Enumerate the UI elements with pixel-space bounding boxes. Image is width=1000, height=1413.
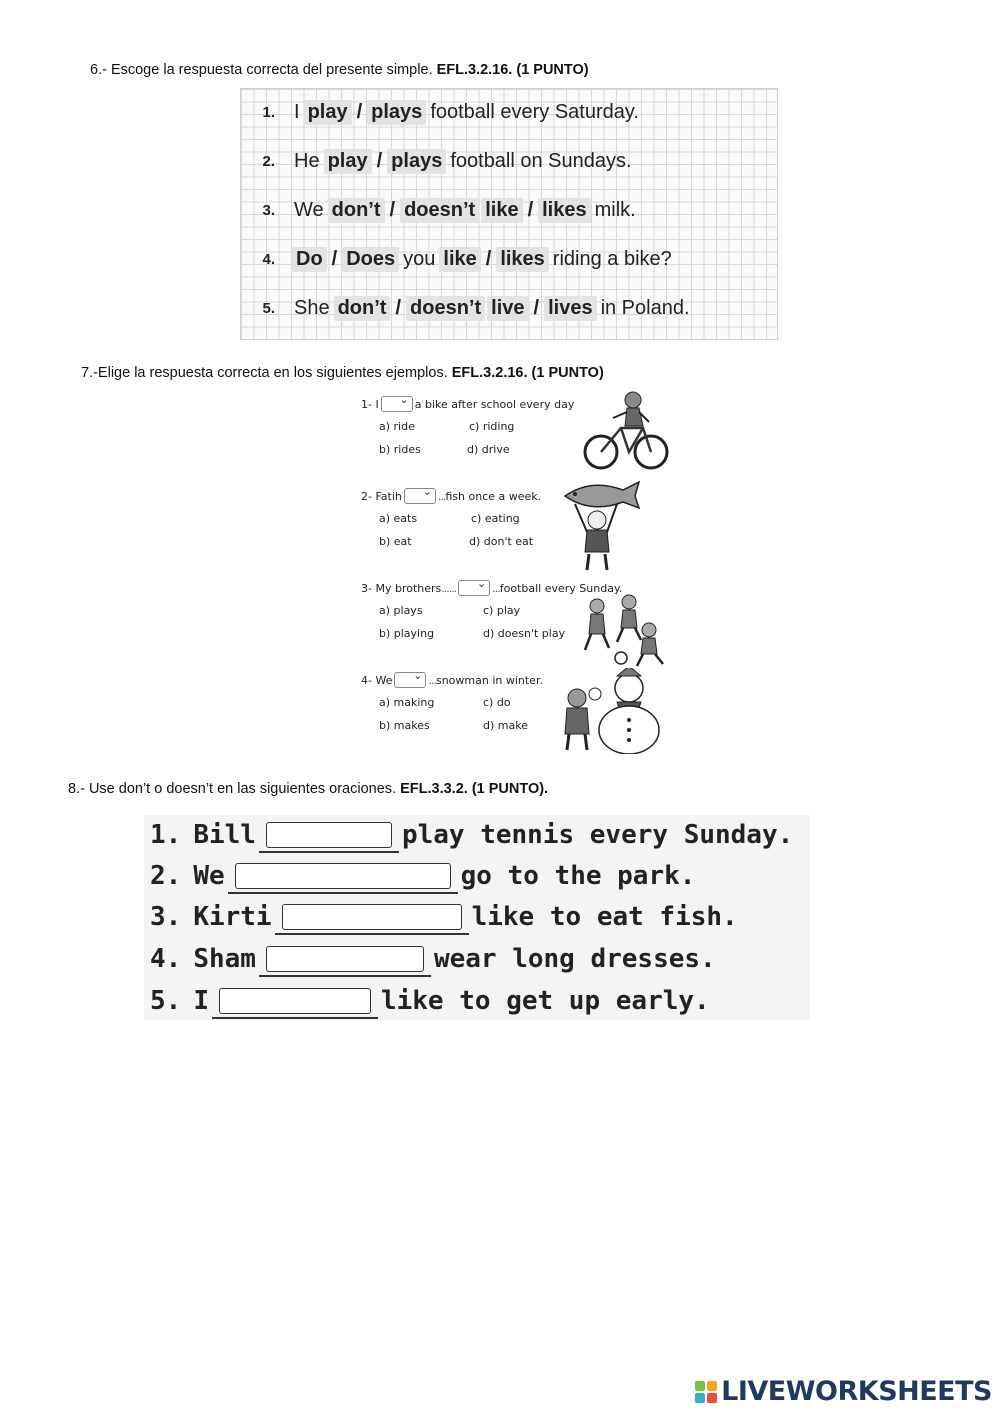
ex6-sentence-row bbox=[241, 193, 639, 227]
sentence-text: riding a bike? bbox=[552, 247, 672, 270]
ex7-exercise bbox=[355, 388, 670, 754]
boy-fish-illustration bbox=[561, 474, 641, 572]
answer-option[interactable]: plays bbox=[387, 149, 446, 174]
answer-choice-b: b) playing bbox=[379, 627, 435, 640]
answer-option[interactable]: like bbox=[439, 247, 480, 272]
ex6-heading: 6.- Escoge la respuesta correcta del presente simple. EFL.3.2.16. (1 PUNTO) bbox=[90, 62, 589, 78]
sentence-rest: go to the park. bbox=[460, 861, 696, 891]
liveworksheets-logo bbox=[695, 1376, 992, 1407]
answer-option[interactable]: play bbox=[324, 149, 372, 174]
answer-choice-b: b) makes bbox=[379, 719, 430, 732]
sentence-text: football on Sundays. bbox=[450, 149, 632, 172]
ex8-sentence-number: 4. bbox=[150, 944, 182, 974]
answer-choice-c: c) eating bbox=[471, 512, 520, 525]
answer-input[interactable] bbox=[235, 863, 451, 889]
ex6-sentence-row bbox=[241, 242, 675, 276]
answer-option[interactable]: don’t bbox=[334, 296, 391, 321]
ex8-sentence-row bbox=[150, 897, 738, 937]
sentence-rest: play tennis every Sunday. bbox=[401, 820, 794, 850]
ex6-exercise-grid bbox=[240, 88, 778, 340]
option-separator: / bbox=[485, 247, 492, 270]
answer-option[interactable]: plays bbox=[367, 100, 426, 125]
sentence-text: in Poland. bbox=[600, 296, 690, 319]
answer-dropdown[interactable] bbox=[381, 396, 413, 412]
ex6-sentence-row bbox=[241, 144, 635, 178]
sentence-text: We bbox=[294, 198, 324, 221]
option-separator: / bbox=[376, 149, 383, 172]
ex7-question-line bbox=[361, 672, 543, 688]
sentence-subject: We bbox=[193, 861, 225, 891]
ex8-sentence-number: 2. bbox=[150, 861, 182, 891]
ex7-question-line bbox=[361, 396, 574, 412]
answer-option[interactable]: play bbox=[304, 100, 352, 125]
option-separator: / bbox=[533, 296, 540, 319]
dotted-line: ... bbox=[437, 489, 446, 503]
dotted-line: ...... bbox=[441, 581, 457, 595]
ex8-sentence-number: 1. bbox=[150, 820, 182, 850]
option-separator: / bbox=[389, 198, 396, 221]
answer-input[interactable] bbox=[282, 904, 462, 930]
question-suffix: snowman in winter. bbox=[435, 673, 543, 687]
answer-choice-d: d) don't eat bbox=[469, 535, 534, 548]
ex6-sentence-number: 1. bbox=[262, 103, 275, 121]
ex8-sentence-row bbox=[150, 981, 710, 1021]
sentence-subject: Bill bbox=[193, 820, 256, 850]
ex6-sentence-number: 5. bbox=[262, 299, 275, 317]
sentence-subject: Kirti bbox=[193, 902, 272, 932]
ex7-heading: 7.-Elige la respuesta correcta en los siguientes ejemplos. EFL.3.2.16. (1 PUNTO) bbox=[81, 365, 604, 381]
option-separator: / bbox=[395, 296, 402, 319]
answer-input[interactable] bbox=[266, 946, 424, 972]
ex6-sentence-row bbox=[241, 291, 693, 325]
answer-choice-a: a) plays bbox=[379, 604, 423, 617]
answer-choice-c: c) do bbox=[483, 696, 511, 709]
answer-choice-b: b) rides bbox=[379, 443, 421, 456]
dotted-line: ... bbox=[492, 581, 500, 595]
dotted-line: ... bbox=[428, 673, 436, 687]
question-suffix: a bike after school every day bbox=[414, 397, 575, 411]
sentence-rest: like to get up early. bbox=[380, 986, 710, 1016]
sentence-text: you bbox=[403, 247, 436, 270]
answer-choice-a: a) making bbox=[379, 696, 435, 709]
question-prefix: 4- We bbox=[361, 673, 393, 687]
answer-dropdown[interactable] bbox=[404, 488, 436, 504]
answer-option[interactable]: Does bbox=[342, 247, 399, 272]
answer-option[interactable]: don’t bbox=[328, 198, 385, 223]
answer-option[interactable]: likes bbox=[496, 247, 548, 272]
answer-choice-a: a) ride bbox=[379, 420, 415, 433]
answer-choice-d: d) doesn't play bbox=[483, 627, 566, 640]
option-separator: / bbox=[527, 198, 534, 221]
answer-option[interactable]: likes bbox=[538, 198, 590, 223]
answer-choice-a: a) eats bbox=[379, 512, 418, 525]
answer-option[interactable]: Do bbox=[292, 247, 327, 272]
bike-rider-illustration bbox=[583, 388, 673, 472]
sentence-text: football every Saturday. bbox=[430, 100, 639, 123]
sentence-subject: Sham bbox=[193, 944, 256, 974]
answer-option[interactable]: doesn’t bbox=[400, 198, 479, 223]
sentence-text: I bbox=[294, 100, 300, 123]
ex8-sentence-row bbox=[150, 939, 716, 979]
answer-choice-c: c) riding bbox=[469, 420, 515, 433]
answer-option[interactable]: doesn’t bbox=[406, 296, 485, 321]
answer-input[interactable] bbox=[266, 822, 392, 848]
ex6-sentence-number: 2. bbox=[262, 152, 275, 170]
ex8-heading: 8.- Use don’t o doesn’t en las siguientes oraciones. EFL.3.3.2. (1 PUNTO). bbox=[68, 781, 549, 797]
ex8-sentence-row bbox=[150, 856, 695, 896]
option-separator: / bbox=[356, 100, 363, 123]
ex8-sentence-number: 5. bbox=[150, 986, 182, 1016]
ex6-sentence-row bbox=[241, 95, 642, 129]
option-separator: / bbox=[331, 247, 338, 270]
question-suffix: football every Sunday. bbox=[499, 581, 623, 595]
liveworksheets-logo-icon bbox=[695, 1381, 717, 1403]
kids-football-illustration bbox=[577, 594, 673, 668]
question-prefix: 1- I bbox=[361, 397, 379, 411]
answer-option[interactable]: lives bbox=[544, 296, 596, 321]
logo-text: LIVEWORKSHEETS bbox=[721, 1376, 992, 1407]
snowman-illustration bbox=[555, 668, 667, 754]
answer-input[interactable] bbox=[219, 988, 371, 1014]
ex8-sentence-number: 3. bbox=[150, 902, 182, 932]
question-prefix: 2- Fatih bbox=[361, 489, 402, 503]
answer-choice-d: d) drive bbox=[467, 443, 510, 456]
ex6-sentence-number: 3. bbox=[262, 201, 275, 219]
ex7-question-line bbox=[361, 580, 622, 596]
answer-option[interactable]: like bbox=[481, 198, 522, 223]
ex8-exercise bbox=[144, 815, 810, 1020]
question-suffix: fish once a week. bbox=[445, 489, 542, 503]
sentence-text: milk. bbox=[594, 198, 636, 221]
ex8-sentence-row bbox=[150, 815, 793, 855]
sentence-text: He bbox=[294, 149, 320, 172]
question-prefix: 3- My brothers bbox=[361, 581, 442, 595]
ex6-sentence-number: 4. bbox=[262, 250, 275, 268]
sentence-rest: wear long dresses. bbox=[433, 944, 716, 974]
sentence-subject: I bbox=[193, 986, 209, 1016]
answer-choice-d: d) make bbox=[483, 719, 528, 732]
answer-dropdown[interactable] bbox=[458, 580, 490, 596]
sentence-rest: like to eat fish. bbox=[471, 902, 738, 932]
sentence-text: She bbox=[294, 296, 330, 319]
answer-choice-b: b) eat bbox=[379, 535, 412, 548]
answer-dropdown[interactable] bbox=[394, 672, 426, 688]
answer-option[interactable]: live bbox=[487, 296, 528, 321]
ex7-question-line bbox=[361, 488, 541, 504]
answer-choice-c: c) play bbox=[483, 604, 521, 617]
